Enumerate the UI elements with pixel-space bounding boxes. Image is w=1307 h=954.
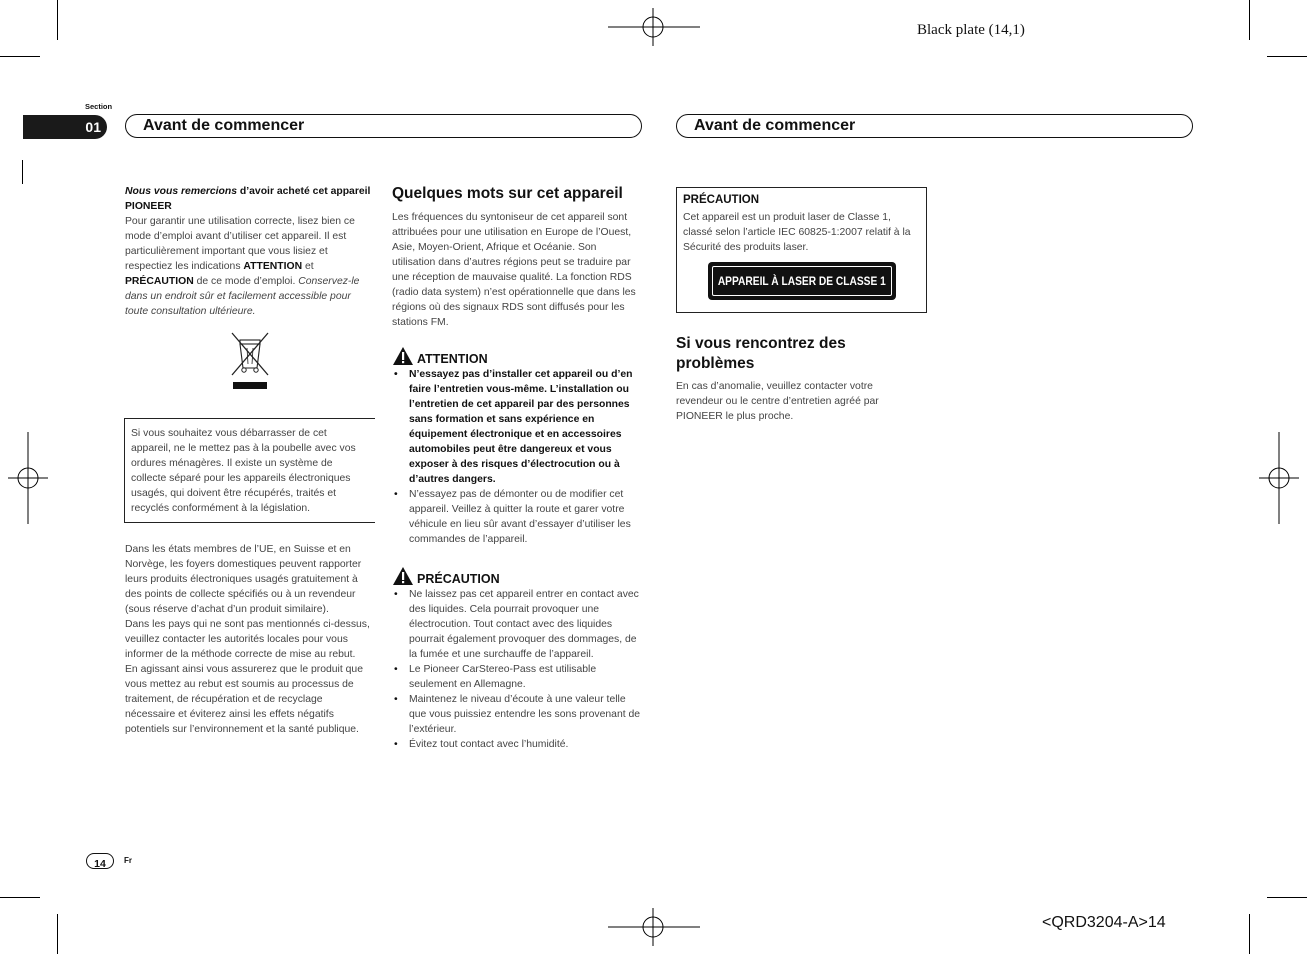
warning-icon (392, 346, 414, 366)
crop-mark (57, 914, 58, 954)
disposal-box (124, 418, 375, 523)
page-number-badge (86, 853, 114, 869)
page-number: 14 (94, 858, 106, 870)
attention-list (392, 367, 644, 547)
crop-mark (1249, 0, 1250, 40)
section-number: 01 (85, 119, 101, 135)
list-item (392, 662, 644, 692)
crop-mark (0, 897, 40, 898)
intro-heading-em: Nous vous remercions (125, 186, 238, 197)
list-item-text: Évitez tout contact avec l’humidité. (409, 739, 569, 750)
registration-mark-bottom (608, 908, 700, 946)
precaution-list (392, 587, 644, 752)
registration-mark-right (1259, 432, 1299, 524)
eu-section (125, 542, 375, 737)
precaution-heading (392, 566, 644, 586)
list-item-text: Maintenez le niveau d’écoute à une valeur telle que vous puissiez entendre les sons provenant de l’extérieur. (409, 694, 641, 735)
list-item (392, 367, 644, 487)
intro-et: et (302, 261, 314, 272)
laser-precaution-box (676, 187, 927, 313)
problemes-paragraph: En cas d’anomalie, veuillez contacter votre revendeur ou le centre d’entretien agréé par PIONEER le plus proche. (676, 381, 879, 422)
title-left: Avant de commencer (143, 117, 305, 134)
crop-mark (0, 56, 40, 57)
title-right: Avant de commencer (694, 117, 856, 134)
laser-class-inner (712, 266, 892, 296)
intro-em-2: Conservez-le dans un endroit sûr et facilement accessible pour toute consultation ultérieure. (125, 276, 360, 317)
list-item-text: Ne laissez pas cet appareil entrer en contact avec des liquides. Cela pourrait provoquer une électrocution. Tout contact avec des liquides pourrait également provoquer des dommages, de la fumée et une surchauffe de l’appareil. (409, 589, 639, 660)
attention-title: ATTENTION (417, 352, 488, 366)
laser-box-title: PRÉCAUTION (683, 194, 760, 206)
list-item-text: Le Pioneer CarStereo-Pass est utilisable seulement en Allemagne. (409, 664, 597, 690)
section-heading-appareil: Quelques mots sur cet appareil (392, 185, 623, 202)
precaution-block (392, 566, 644, 752)
list-item-text: N’essayez pas de démonter ou de modifier cet appareil. Veillez à quitter la route et garer votre véhicule en lieu sûr avant d’essayer d’utiliser les commandes de l’appareil. (409, 489, 631, 545)
title-bar-right (676, 114, 1193, 138)
eu-paragraph: Dans les états membres de l’UE, en Suisse et en Norvège, les foyers domestiques peuvent rapporter leurs produits électroniques usagés gratuitement à des points de collecte spécifiés ou à un revendeur (sous réserve d’achat d’un produit similaire). (125, 544, 362, 615)
section-number-tab (23, 115, 107, 139)
registration-mark-top (608, 8, 700, 46)
precaution-title: PRÉCAUTION (417, 572, 500, 586)
other-paragraph: Dans les pays qui ne sont pas mentionnés ci-dessus, veuillez contacter les autorités locales pour vous informer de la méthode correcte de mise au rebut. (125, 619, 370, 660)
list-item (392, 587, 644, 662)
list-item (392, 737, 644, 752)
list-item (392, 692, 644, 737)
list-item-text: N’essayez pas d’installer cet appareil ou d’en faire l’entretien vous-même. L’installation ou l’entretien de cet appareil par des personnes sans formation et sans expérience en équipement électronique et en accessoires automobiles peut être dangereux et vous exposer à des risques d’électrocution ou à d’autres dangers. (409, 369, 633, 485)
laser-box-text: Cet appareil est un produit laser de Classe 1, classé selon l’article IEC 60825-1:2007 relatif à la Sécurité des produits laser. (683, 212, 911, 253)
attention-heading (392, 346, 644, 366)
crop-mark (22, 160, 23, 184)
list-item (392, 487, 644, 547)
wheelie-bin-icon (228, 330, 272, 392)
crop-mark (1249, 914, 1250, 954)
title-bar-left (125, 114, 642, 138)
section-heading-problemes: Si vous rencontrez des problèmes (676, 335, 846, 372)
intro-attention: ATTENTION (243, 261, 303, 272)
crop-mark (1267, 56, 1307, 57)
intro-paragraph (125, 214, 375, 319)
appareil-paragraph: Les fréquences du syntoniseur de cet appareil sont attribuées pour une utilisation en Europe de l’Ouest, Asie, Moyen-Orient, Afrique et Océanie. Son utilisation dans d’autres régions peut se traduire par une réception de mauvaise qualité. La fonction RDS (radio data system) n’est opérationnelle que dans les régions où des signaux RDS sont diffusés pour les stations FM. (392, 212, 636, 328)
intro-precaution: PRÉCAUTION (125, 276, 194, 287)
section-label: Section (85, 102, 113, 111)
laser-class-text: APPAREIL À LASER DE CLASSE 1 (718, 274, 886, 288)
crop-mark (57, 0, 58, 40)
intro-text-2: de ce mode d’emploi. (193, 276, 299, 287)
assure-paragraph: En agissant ainsi vous assurerez que le produit que vous mettez au rebut est soumis au processus de traitement, de récupération et de recyclage nécessaire et éviterez ainsi les effets négatifs potentiels sur l’environnement et la santé publique. (125, 664, 363, 735)
intro-section (125, 184, 375, 319)
intro-text-1: Pour garantir une utilisation correcte, lisez bien ce mode d’emploi avant d’utiliser cet appareil. Il est particulièrement important que vous lisiez et respectiez les indications (125, 216, 355, 272)
intro-heading (125, 184, 375, 214)
language-label: Fr (124, 856, 132, 865)
intro-heading-rest: d’avoir acheté cet appareil PIONEER (125, 186, 371, 212)
document-code: <QRD3204-A>14 (1042, 914, 1166, 931)
warning-icon (392, 566, 414, 586)
laser-class-label (708, 262, 896, 300)
crop-mark (1267, 897, 1307, 898)
disposal-box-text: Si vous souhaitez vous débarrasser de cet appareil, ne le mettez pas à la poubelle avec vos ordures ménagères. Il existe un système de collecte séparé pour les appareils électroniques usagés, qui doivent être récupérés, traités et recyclés conformément à la législation. (131, 428, 356, 514)
attention-block (392, 346, 644, 547)
plate-label: Black plate (14,1) (917, 22, 1025, 38)
registration-mark-left (8, 432, 48, 524)
